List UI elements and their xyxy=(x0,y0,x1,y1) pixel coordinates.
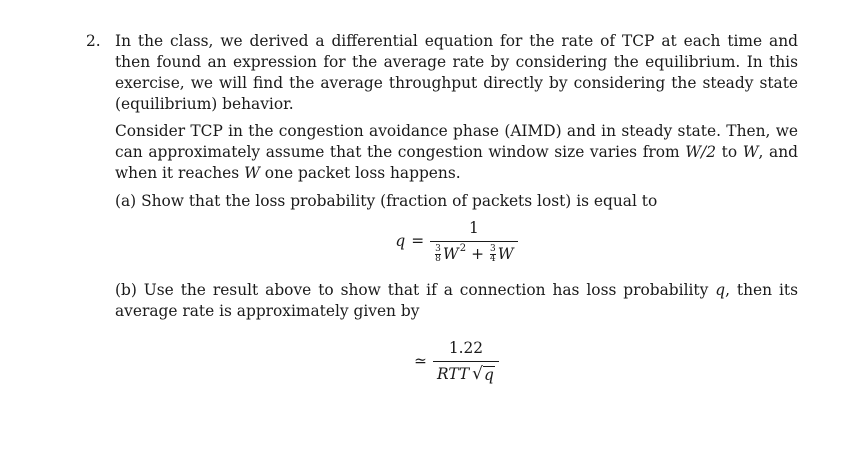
eq-q-numerator: 1 xyxy=(468,219,479,237)
term1-coefficient xyxy=(435,245,441,264)
setup-w2: W xyxy=(244,164,260,182)
eq-rate-denominator xyxy=(433,362,499,385)
part-b-q: q xyxy=(715,281,726,299)
part-b-suffix: , then its average rate is approximately given by xyxy=(115,281,798,320)
eq-q-denominator xyxy=(430,242,517,265)
term1-coef-num: 3 xyxy=(435,244,441,254)
problem-intro: In the class, we derived a differential equation for the rate of TCP at each time and then found an expression for the average rate by considering the equilibrium. In this exercise, we will find the average throughput directly by considering the steady state (equilibrium) behavior. xyxy=(115,32,798,113)
eq-q-fraction xyxy=(430,218,517,265)
problem-2 xyxy=(86,31,798,398)
loss-probability-equation xyxy=(115,218,798,276)
eq-q-plus: + xyxy=(471,245,485,263)
part-b xyxy=(115,280,798,322)
term1-coef-den: 8 xyxy=(435,254,441,264)
sqrt-radicand: q xyxy=(484,366,494,384)
eq-rate-relation: ≃ xyxy=(414,352,428,370)
sqrt-symbol xyxy=(472,366,495,383)
radical-sign: √ xyxy=(472,364,484,384)
term2-coef-den: 4 xyxy=(490,254,496,264)
setup-prefix: Consider TCP in the congestion avoidance phase (AIMD) and in steady state. Then, we can approximately assume that the congestion window size varies from xyxy=(115,122,798,161)
problem-number: 2. xyxy=(86,32,101,50)
term2-var: W xyxy=(497,245,514,263)
eq-rate-fraction xyxy=(433,338,499,385)
setup-suffix: one packet loss happens. xyxy=(259,164,461,182)
setup-mid: , and when it reaches xyxy=(115,143,798,182)
average-rate-equation xyxy=(115,338,798,398)
eq-q-lhs: q xyxy=(395,232,406,250)
eq-q-relation: = xyxy=(411,232,425,250)
setup-w-half: W/2 xyxy=(685,143,717,161)
eq-rate-numerator: 1.22 xyxy=(448,339,484,357)
term1-exp: 2 xyxy=(459,243,467,254)
setup-to: to xyxy=(716,143,743,161)
term2-coef-num: 3 xyxy=(490,244,496,254)
problem-setup xyxy=(115,121,798,184)
part-b-prefix: (b) Use the result above to show that if a connection has loss probability xyxy=(115,281,716,299)
part-a: (a) Show that the loss probability (fraction of packets lost) is equal to xyxy=(115,192,658,210)
term2-coefficient xyxy=(490,245,496,264)
eq-rate-rtt: RTT xyxy=(437,365,470,383)
setup-w: W xyxy=(742,143,759,161)
problem-body xyxy=(115,31,798,398)
term1-var: W xyxy=(442,245,459,263)
